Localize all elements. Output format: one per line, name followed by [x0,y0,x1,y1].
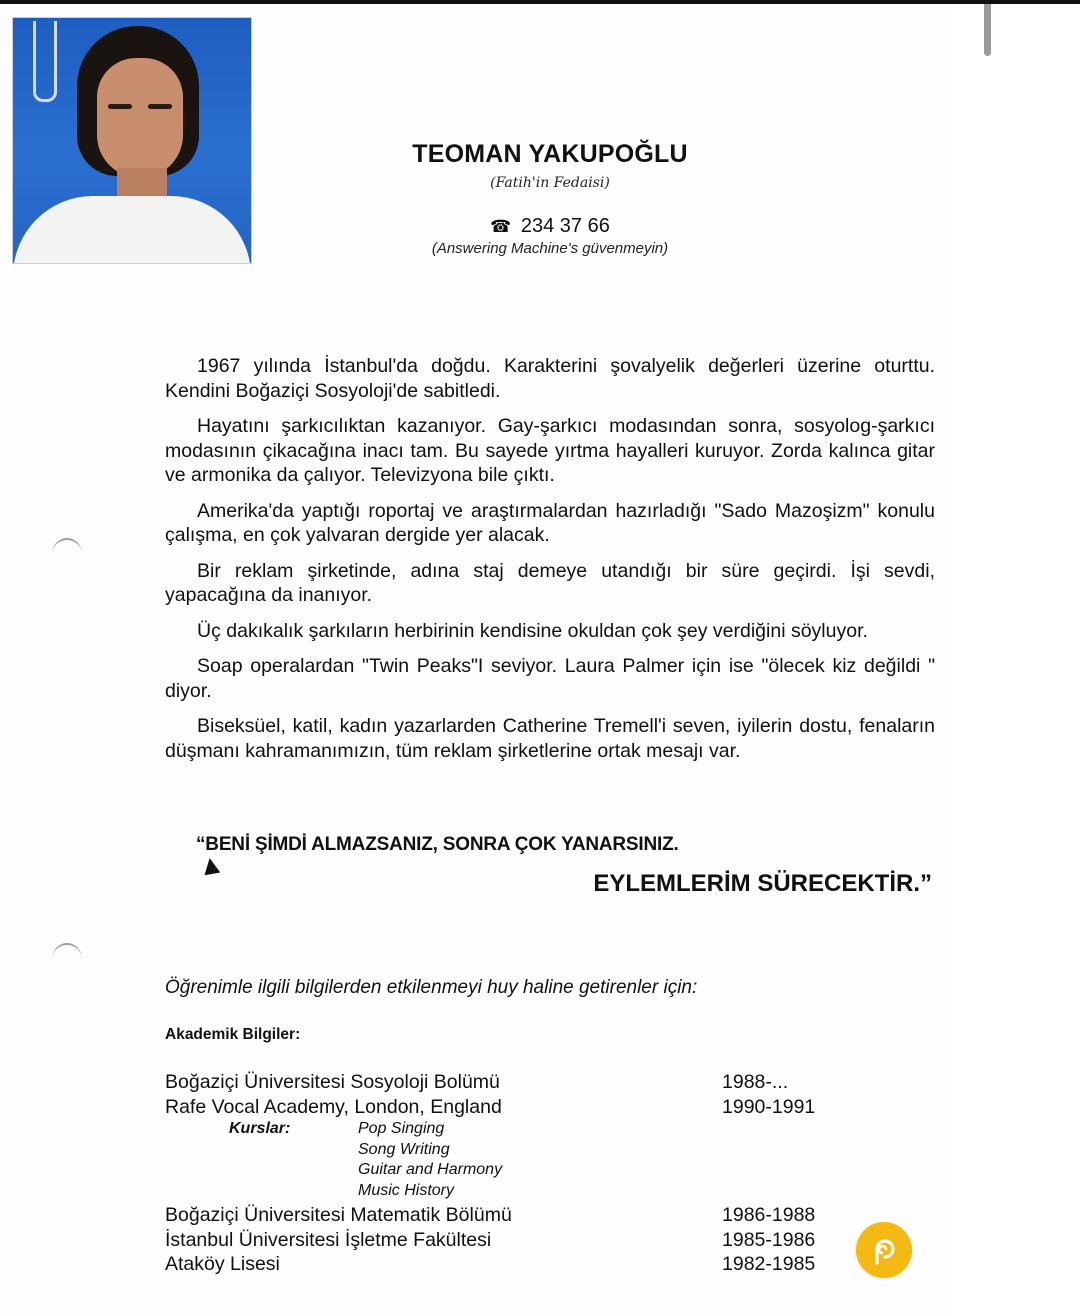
quote-line-2: EYLEMLERİM SÜRECEKTİR.” [593,870,932,897]
school-years: 1990-1991 [722,1095,816,1118]
education-heading: Akademik Bilgiler: [165,1026,301,1043]
courses-list [358,1119,502,1201]
school-years: 1988-... [722,1071,789,1093]
course-item: Music History [358,1181,455,1199]
punch-hole-icon [52,538,82,570]
phone-number: 234 37 66 [520,215,610,237]
photo-shirt [13,196,251,264]
courses-label: Kurslar: [229,1120,291,1137]
photo-brow [108,104,132,109]
quote-line-1: “BENİ ŞİMDİ ALMAZSANIZ, SONRA ÇOK YANARSINIZ. [196,834,679,855]
school-years: 1986-1988 [722,1204,816,1226]
bio-paragraph: Soap operalardan "Twin Peaks"I seviyor. Laura Palmer için ise "ölecek kiz değildi " diyor. [165,655,935,702]
photo-brow [148,104,172,109]
floating-action-button[interactable] [856,1222,912,1278]
nickname: (Fatih'in Fedaisi) [490,175,610,191]
school-name: Ataköy Lisesi [165,1253,280,1275]
person-name: TEOMAN YAKUPOĞLU [412,140,688,168]
education-row [165,1252,845,1277]
punch-hole-icon [52,943,82,975]
scroll-indicator[interactable] [984,4,991,56]
bio-paragraph: Üç dakıkalık şarkıların herbirinin kendisine okuldan çok şey verdiğini söyluyor. [197,619,868,642]
paperclip-icon [33,21,57,102]
phone-note: (Answering Machine's güvenmeyin) [431,240,669,257]
p-logo-icon [869,1233,899,1267]
biography [165,354,935,774]
telephone-icon: ☎ [490,217,512,236]
school-name: Rafe Vocal Academy, London, England [165,1095,502,1118]
bio-paragraph: 1967 yılında İstanbul'da doğdu. Karakterini şovalyelik değerleri üzerine oturttu. Kendini Boğaziçi Sosyoloji'de sabitledi. [165,355,935,402]
school-years: 1982-1985 [722,1253,816,1275]
education-list [165,1070,845,1277]
school-name: İstanbul Üniversitesi İşletme Fakültesi [165,1228,492,1251]
school-years: 1985-1986 [722,1228,816,1251]
education-row [165,1070,845,1095]
page-margin [950,4,1080,1316]
courses-block [165,1119,845,1201]
course-item: Guitar and Harmony [358,1161,503,1178]
bio-paragraph: Hayatını şarkıcılıktan kazanıyor. Gay-şarkıcı modasından sonra, sosyolog-şarkıcı modasının çikacağına inacı tam. Bu sayede yırtma hayalleri kuruyor. Zorda kalınca gitar ve armonika da çalıyor. Televizyona bile çıktı. [165,415,935,486]
bio-paragraph: Amerika'da yaptığı roportaj ve araştırmalardan hazırladığı "Sado Mazoşizm" konulu çalışma, en çok yalvaran dergide yer alacak. [165,499,935,546]
education-row [165,1095,845,1120]
course-item: Song Writing [358,1140,450,1158]
school-name: Boğaziçi Üniversitesi Sosyoloji Bolümü [165,1071,500,1093]
profile-photo [12,17,252,264]
education-row [165,1203,845,1228]
cv-header [380,140,720,257]
bio-paragraph: Biseksüel, katil, kadın yazarlarden Catherine Tremell'i seven, iyilerin dostu, fenaların düşmanı kahramanımızın, tüm reklam şirketlerine ortak mesajı var. [165,715,935,762]
photo-face [97,58,183,178]
phone-line [380,215,720,238]
education-row [165,1228,845,1253]
school-name: Boğaziçi Üniversitesi Matematik Bölümü [165,1204,512,1226]
course-item: Pop Singing [358,1120,445,1137]
bio-paragraph: Bir reklam şirketinde, adına staj demeye utandığı bir süre geçirdi. İşi sevdi, yapacağına da inanıyor. [165,559,935,606]
education-intro: Öğrenimle ilgili bilgilerden etkilenmeyi huy haline getirenler için: [165,977,698,998]
slogan-quote [196,834,932,898]
